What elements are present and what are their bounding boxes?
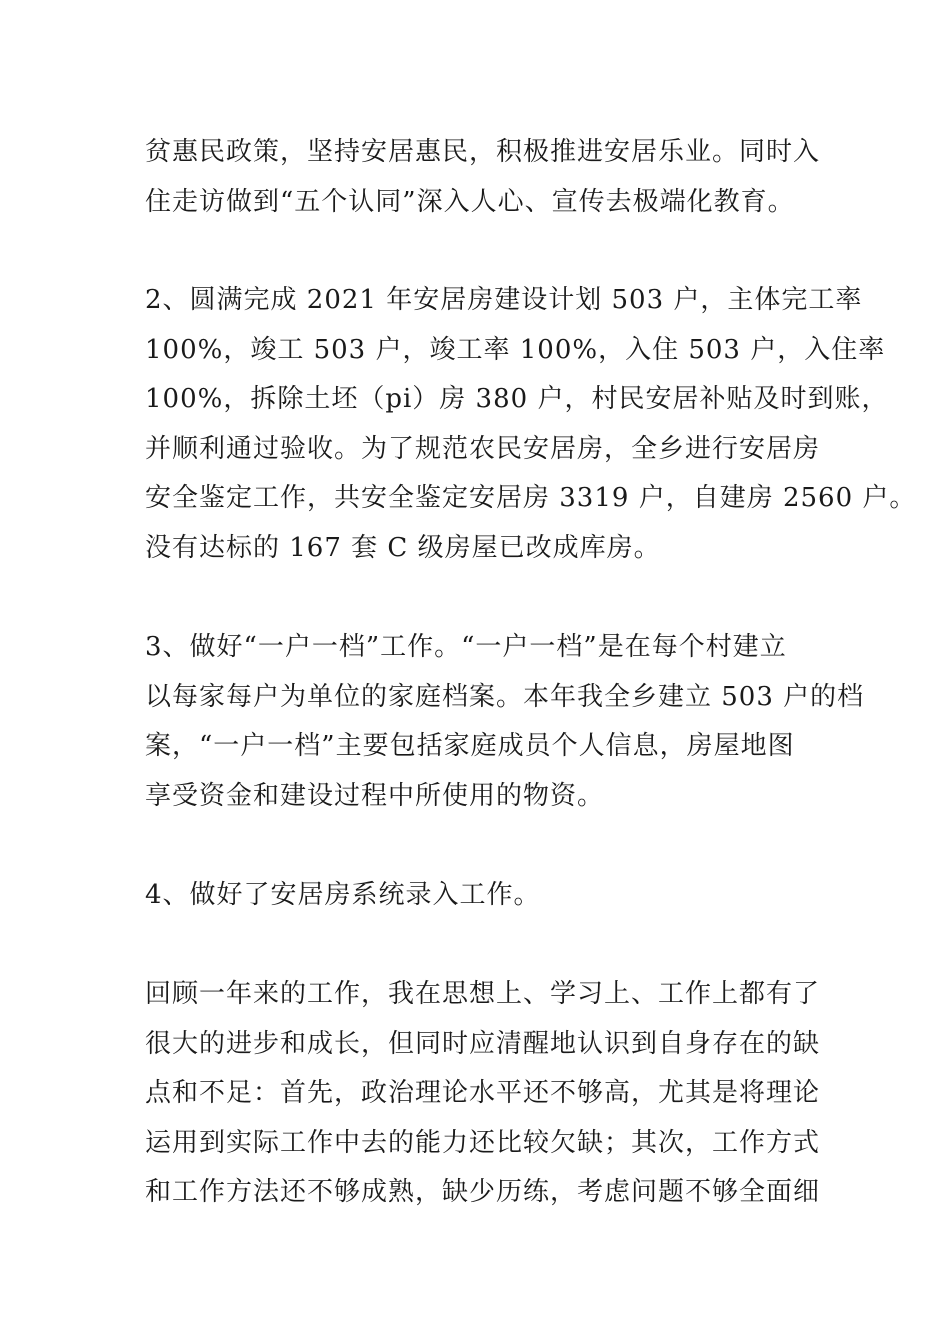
text-line: 贫惠民政策，坚持安居惠民，积极推进安居乐业。同时入 [145,137,821,167]
text-line: 很大的进步和成长，但同时应清醒地认识到自身存在的缺 [145,1028,821,1059]
text-line: 住走访做到“五个认同”深入人心、宣传去极端化教育。 [145,186,795,217]
paragraph-item-2 [145,276,917,573]
paragraph-item-4 [145,871,845,921]
text-line: 运用到实际工作中去的能力还比较欠缺；其次，工作方式 [145,1127,821,1158]
text-line: 100%，竣工 503 户，竣工率 100%，入住 503 户，入住率 [145,334,886,365]
text-line: 以每家每户为单位的家庭档案。本年我全乡建立 503 户的档 [145,681,865,712]
text-line: 安全鉴定工作，共安全鉴定安居房 3319 户，自建房 2560 户。 [145,483,917,513]
text-line: 和工作方法还不够成熟，缺少历练，考虑问题不够全面细 [145,1177,821,1207]
paragraph-policy [145,128,845,227]
text-line: 4、做好了安居房系统录入工作。 [145,880,541,910]
text-line: 没有达标的 167 套 C 级房屋已改成库房。 [145,532,661,563]
paragraph-item-3 [145,623,865,821]
text-line: 案，“一户一档”主要包括家庭成员个人信息，房屋地图 [145,731,795,761]
text-line: 2、圆满完成 2021 年安居房建设计划 503 户，主体完工率 [145,285,863,315]
text-line: 享受资金和建设过程中所使用的物资。 [145,780,605,811]
text-line: 并顺利通过验收。为了规范农民安居房，全乡进行安居房 [145,433,821,464]
text-line: 100%，拆除土坯（pi）房 380 户，村民安居补贴及时到账， [145,384,889,414]
paragraph-review [145,970,845,1218]
text-line: 点和不足：首先，政治理论水平还不够高，尤其是将理论 [145,1078,821,1108]
text-line: 回顾一年来的工作，我在思想上、学习上、工作上都有了 [145,979,821,1009]
text-line: 3、做好“一户一档”工作。“一户一档”是在每个村建立 [145,632,787,662]
